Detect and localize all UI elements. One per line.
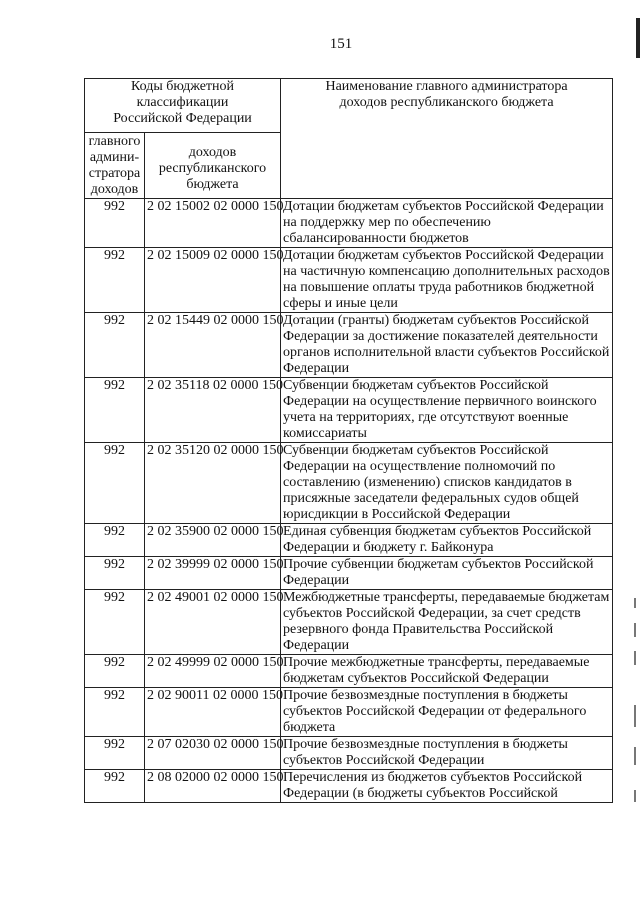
table-row (85, 655, 613, 688)
table-row (85, 313, 613, 378)
admin-code-cell: 992 (85, 737, 145, 770)
scan-margin-mark (634, 598, 636, 608)
budget-classification-table (84, 78, 613, 803)
revenue-code-cell: 2 07 02030 02 0000 150 (145, 737, 281, 770)
revenue-code-cell: 2 02 49999 02 0000 150 (145, 655, 281, 688)
revenue-name-cell: Субвенции бюджетам субъектов Российской Федерации на осуществление полномочий по составлению (изменению) списков кандидатов в присяжные заседатели федеральных судов общей юрисдикции в Российской Федерации (281, 443, 613, 524)
table-row (85, 590, 613, 655)
admin-code-cell: 992 (85, 524, 145, 557)
header-administrator-name: Наименование главного администратора доходов республиканского бюджета (281, 79, 613, 199)
header-main-administrator: главного админи-стратора доходов (85, 133, 145, 199)
scan-margin-mark (634, 705, 636, 727)
table-row (85, 443, 613, 524)
admin-code-cell: 992 (85, 655, 145, 688)
header-budget-classification-codes: Коды бюджетной классификации Российской Федерации (85, 79, 281, 133)
table-row (85, 378, 613, 443)
admin-code-cell: 992 (85, 557, 145, 590)
scan-margin-mark (634, 651, 636, 665)
revenue-code-cell: 2 02 35120 02 0000 150 (145, 443, 281, 524)
table-row (85, 199, 613, 248)
page-number: 151 (329, 36, 353, 52)
revenue-code-cell: 2 02 39999 02 0000 150 (145, 557, 281, 590)
revenue-code-cell: 2 02 15449 02 0000 150 (145, 313, 281, 378)
revenue-name-cell: Субвенции бюджетам субъектов Российской Федерации на осуществление первичного воинского учета на территориях, где отсутствуют военные комиссариаты (281, 378, 613, 443)
table-row (85, 248, 613, 313)
revenue-name-cell: Единая субвенция бюджетам субъектов Российской Федерации и бюджету г. Байконура (281, 524, 613, 557)
revenue-name-cell: Прочие безвозмездные поступления в бюджеты субъектов Российской Федерации от федерального бюджета (281, 688, 613, 737)
revenue-name-cell: Перечисления из бюджетов субъектов Российской Федерации (в бюджеты субъектов Российской (281, 770, 613, 803)
admin-code-cell: 992 (85, 248, 145, 313)
revenue-code-cell: 2 08 02000 02 0000 150 (145, 770, 281, 803)
revenue-code-cell: 2 02 90011 02 0000 150 (145, 688, 281, 737)
admin-code-cell: 992 (85, 313, 145, 378)
header-republican-budget-revenue: доходов республиканского бюджета (145, 133, 281, 199)
admin-code-cell: 992 (85, 688, 145, 737)
scan-margin-mark (634, 747, 636, 765)
revenue-code-cell: 2 02 15009 02 0000 150 (145, 248, 281, 313)
admin-code-cell: 992 (85, 443, 145, 524)
admin-code-cell: 992 (85, 770, 145, 803)
table-row (85, 770, 613, 803)
admin-code-cell: 992 (85, 590, 145, 655)
revenue-code-cell: 2 02 15002 02 0000 150 (145, 199, 281, 248)
revenue-name-cell: Дотации (гранты) бюджетам субъектов Российской Федерации за достижение показателей деятельности органов исполнительной власти субъектов Российской Федерации (281, 313, 613, 378)
revenue-code-cell: 2 02 49001 02 0000 150 (145, 590, 281, 655)
table-row (85, 688, 613, 737)
revenue-name-cell: Прочие межбюджетные трансферты, передаваемые бюджетам субъектов Российской Федерации (281, 655, 613, 688)
revenue-code-cell: 2 02 35118 02 0000 150 (145, 378, 281, 443)
admin-code-cell: 992 (85, 199, 145, 248)
revenue-name-cell: Дотации бюджетам субъектов Российской Федерации на поддержку мер по обеспечению сбалансированности бюджетов (281, 199, 613, 248)
header-row (85, 79, 613, 133)
revenue-name-cell: Межбюджетные трансферты, передаваемые бюджетам субъектов Российской Федерации, за счет средств резервного фонда Правительства Российской Федерации (281, 590, 613, 655)
table-row (85, 524, 613, 557)
scan-margin-mark (634, 623, 636, 637)
revenue-code-cell: 2 02 35900 02 0000 150 (145, 524, 281, 557)
revenue-name-cell: Прочие субвенции бюджетам субъектов Российской Федерации (281, 557, 613, 590)
revenue-name-cell: Прочие безвозмездные поступления в бюджеты субъектов Российской Федерации (281, 737, 613, 770)
revenue-name-cell: Дотации бюджетам субъектов Российской Федерации на частичную компенсацию дополнительных расходов на повышение оплаты труда работников бюджетной сферы и иные цели (281, 248, 613, 313)
table-row (85, 737, 613, 770)
scan-margin-mark (634, 790, 636, 802)
admin-code-cell: 992 (85, 378, 145, 443)
table-row (85, 557, 613, 590)
scan-edge-artifact (636, 18, 640, 58)
